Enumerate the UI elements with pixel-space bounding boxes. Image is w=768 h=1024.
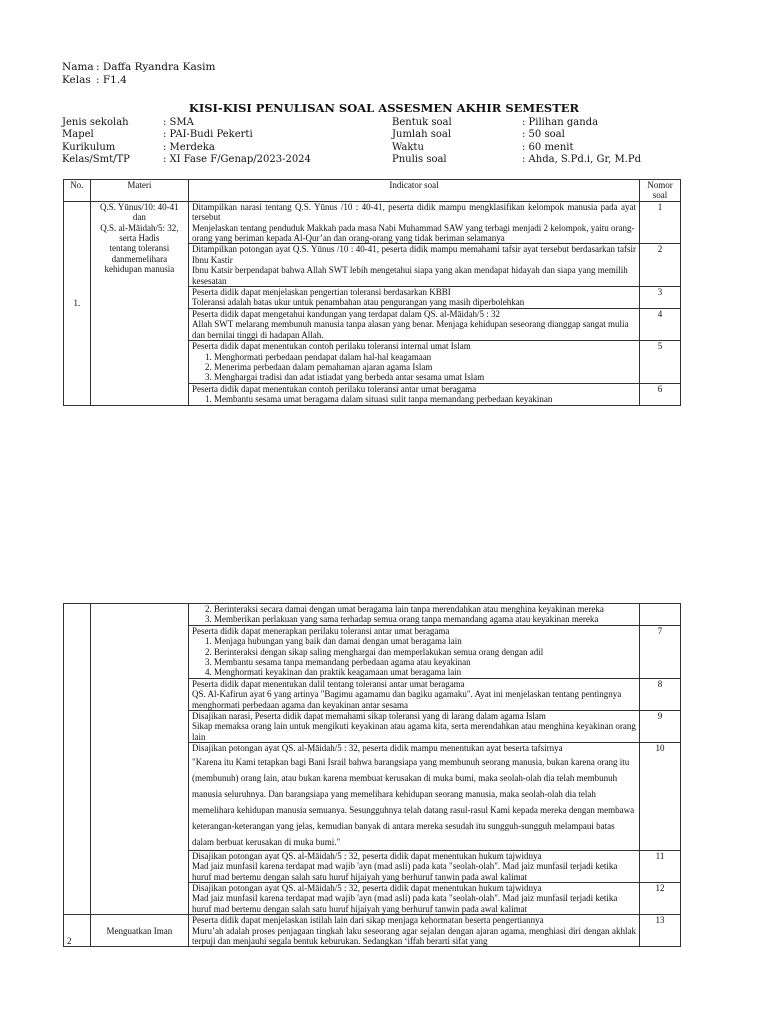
list-item: 1. Menjaga hubungan yang baik dan damai dengan umat beragama lain <box>214 636 636 646</box>
question-number: 12 <box>639 882 680 914</box>
question-number: 10 <box>639 743 680 850</box>
identity-block <box>62 61 215 87</box>
table-row <box>64 201 681 244</box>
meta-right <box>392 117 641 167</box>
meta-value: : Merdeka <box>163 141 215 153</box>
indicator-cell <box>189 341 640 384</box>
question-number: 2 <box>639 244 680 287</box>
list-item: 1. Membantu sesama umat beragama dalam situasi sulit tanpa memandang perbedaan keyakinan <box>214 394 636 404</box>
quote-text: "Karena itu Kami tetapkan bagi Bani Israil bahwa barangsiapa yang membunuh seorang manusia, bukan karena orang itu (membunuh) orang lain, atau bukan karena membuat kerusakan di muka bumi, maka seolah-olah dia telah membunuh manusia seluruhnya. Dan barangsiapa yang memelihara kehidupan seorang manusia, maka seolah-olah dia telah memelihara kehidupan manusia semuanya. Sesungguhnya telah datang rasul-rasul Kami kepada mereka dengan membawa keterangan-keterangan yang jelas, kemudian banyak di antara mereka sesudah itu sungguh-sungguh melampaui batas dalam berbuat kerusakan di muka bumi." <box>192 756 635 847</box>
indicator-cell <box>189 604 640 626</box>
indicator-cell <box>189 850 640 882</box>
indicator-text: Peserta didik dapat mengetahui kandungan yang terdapat dalam QS. al-Māidah/5 : 32 <box>192 308 500 319</box>
indicator-cell <box>189 625 640 678</box>
meta-label: Mapel <box>62 129 94 141</box>
indicator-cell <box>189 308 640 340</box>
indicator-cell <box>189 678 640 710</box>
name-label: Nama <box>62 61 94 73</box>
indicator-text: Peserta didik dapat menentukan contoh perilaku toleransi antar umat beragama <box>192 383 477 394</box>
indicator-cell <box>189 383 640 405</box>
meta-label: Pnulis soal <box>392 154 447 166</box>
meta-value: : XI Fase F/Genap/2023-2024 <box>163 154 311 166</box>
indicator-cell <box>189 711 640 743</box>
list-item: 1. Menghormati perbedaan pendapat dalam hal-hal keagamaan <box>214 352 636 362</box>
indicator-text: Mad jaiz munfasil karena terdapat mad wajib 'ayn (mad asli) pada kata "seolah-olah". Mad jaiz munfasil terjadi ketika huruf mad bertemu dengan salah satu huruf hijaiyah yang berhuruf tanwin pada awal kalimat <box>192 861 618 882</box>
meta-value: : Pilihan ganda <box>522 117 599 128</box>
indicator-text: Ditampilkan potongan ayat Q.S. Yūnus /10 : 40-41, peserta didik mampu memahami tafsir ayat tersebut berdasarkan tafsir Ibnu Kastir <box>192 244 636 265</box>
indicator-text: Menjelaskan tentang penduduk Makkah pada masa Nabi Muhammad SAW yang terbagi menjadi 2 kelompok, yaitu orang-orang yang beriman kepada Al-Qur’an dan orang-orang yang tidak beriman selamanya <box>192 222 635 244</box>
example-list <box>192 352 636 383</box>
list-item: 3. Memberikan perlakuan yang sama terhadap semua orang tanpa memandang agama atau keyakinan mereka <box>214 614 636 624</box>
example-list <box>192 394 636 404</box>
list-item: 2. Berinteraksi dengan sikap saling menghargai dan memperlakukan semua orang dengan adil <box>214 647 636 657</box>
list-item: 4. Menghormati keyakinan dan praktik keagamaan umat beragama lain <box>214 667 636 677</box>
indicator-text: Disajikan potongan ayat QS. al-Māidah/5 : 32, peserta didik dapat menentukan hukum tajwidnya <box>192 882 542 893</box>
indicator-text: Peserta didik dapat menjelaskan istilah lain dari sikap menjaga kehormatan beserta pengertiannya <box>192 915 544 926</box>
table-row <box>64 915 681 947</box>
indicator-cell <box>189 743 640 850</box>
table-header-row <box>64 180 681 202</box>
table-row <box>64 604 681 626</box>
meta-value: : PAI-Budi Pekerti <box>163 129 253 141</box>
indicator-text: Mad jaiz munfasil karena terdapat mad wajib 'ayn (mad asli) pada kata "seolah-olah". Mad jaiz munfasil terjadi ketika huruf mad bertemu dengan salah satu huruf hijaiyah yang berhuruf tanwin pada awal kalimat <box>192 893 618 914</box>
indicator-text: Disajikan narasi, Peserta didik dapat memahami sikap toleransi yang di larang dalam agama Islam <box>192 711 546 722</box>
materi-line: Q.S. Yūnus/10: 40-41 <box>100 201 179 212</box>
meta-label: Waktu <box>392 141 424 153</box>
meta-label: Jenis sekolah <box>62 117 129 128</box>
list-item: 2. Berinteraksi secara damai dengan umat beragama lain tanpa merendahkan atau menghina keyakinan mereka <box>214 604 636 614</box>
meta-left <box>62 117 311 167</box>
indicator-cell <box>189 882 640 914</box>
indicator-text: Ibnu Katsir berpendapat bahwa Allah SWT lebih mengetahui siapa yang akan mendapat hidayah dan siapa yang memilih kesesatan <box>192 265 628 286</box>
question-number: 7 <box>639 625 680 678</box>
meta-label: Kelas/Smt/TP <box>62 154 130 166</box>
question-number: 3 <box>639 287 680 309</box>
example-list <box>192 636 636 678</box>
question-number: 9 <box>639 711 680 743</box>
list-item: 3. Menghargai tradisi dan adat istiadat yang berbeda antar sesama umat Islam <box>214 372 636 382</box>
materi-cell-empty <box>90 604 188 915</box>
list-item: 2. Menerima perbedaan dalam pemahaman ajaran agama Islam <box>214 362 636 372</box>
group-number: 1. <box>64 201 91 405</box>
indicator-text: QS. Al-Kafirun ayat 6 yang artinya "Bagimu agamamu dan bagiku agamaku". Ayat ini menjelaskan tentang pentingnya menghormati perbedaan agama dan keyakinan antar sesama <box>192 689 622 710</box>
meta-value: : 60 menit <box>522 141 574 153</box>
indicator-text: Sikap memaksa orang lain untuk mengikuti keyakinan atau agama kita, serta merendahkan atau menghina keyakinan orang lain <box>192 721 636 742</box>
indicator-text: Disajikan potongan ayat QS. al-Māidah/5 : 32, peserta didik mampu menentukan ayat beserta tafsirnya <box>192 743 563 754</box>
indicator-text: Peserta didik dapat menjelaskan pengertian toleransi berdasarkan KBBI <box>192 287 451 298</box>
question-number: 5 <box>639 341 680 384</box>
question-number: 1 <box>639 201 680 244</box>
indicator-text: Ditampilkan narasi tentang Q.S. Yūnus /10 : 40-41, peserta didik mampu mengklasifikan kelompok manusia pada ayat tersebut <box>192 201 636 223</box>
indicator-text: Peserta didik dapat menentukan contoh perilaku toleransi internal umat Islam <box>192 341 471 352</box>
group-number: 2 <box>64 915 91 947</box>
example-list <box>192 604 636 625</box>
indicator-text: Peserta didik dapat menerapkan perilaku toleransi antar umat beragama <box>192 625 450 636</box>
materi-cell: Menguatkan Iman <box>90 915 188 947</box>
meta-value: : Ahda, S.Pd.i, Gr, M.Pd <box>522 154 642 166</box>
indicator-text: Muru’ah adalah proses penjagaan tingkah laku seseorang agar sejalan dengan ajaran agama, menghiasi diri dengan akhlak terpuji dan menjauhi segala bentuk keburukan. Sedangkan ‘iffah berarti sifat yang <box>192 925 636 946</box>
materi-line: dan <box>132 212 146 223</box>
question-number-empty <box>639 604 680 626</box>
meta-value: : SMA <box>163 117 194 128</box>
materi-line: danmemelihara <box>111 253 168 264</box>
question-number: 4 <box>639 308 680 340</box>
indicator-text: Disajikan potongan ayat QS. al-Māidah/5 : 32, peserta didik dapat menentukan hukum tajwidnya <box>192 850 542 861</box>
name-value: : Daffa Ryandra Kasim <box>96 61 216 73</box>
indicator-text: Toleransi adalah batas ukur untuk penambahan atau pengurangan yang masih diperbolehkan <box>192 297 525 308</box>
indicator-cell <box>189 915 640 947</box>
class-label: Kelas <box>62 74 91 86</box>
grid-table-page1 <box>63 179 681 406</box>
document-title: KISI-KISI PENULISAN SOAL ASSESMEN AKHIR SEMESTER <box>188 101 580 115</box>
materi-cell <box>90 201 188 405</box>
materi-line: tentang toleransi <box>109 243 170 254</box>
header-no: No. <box>64 180 91 202</box>
header-nomor-line2: soal <box>652 190 668 201</box>
indicator-cell <box>189 287 640 309</box>
header-materi: Materi <box>90 180 188 202</box>
list-item: 3. Membantu sesama tanpa memandang perbedaan agama atau keyakinan <box>214 657 636 667</box>
class-value: : F1.4 <box>96 74 127 86</box>
meta-label: Kurikulum <box>62 141 116 153</box>
indicator-cell <box>189 244 640 287</box>
grid-table-page2 <box>63 603 681 947</box>
question-number: 11 <box>639 850 680 882</box>
question-number: 13 <box>639 915 680 947</box>
question-number: 6 <box>639 383 680 405</box>
meta-label: Bentuk soal <box>392 117 452 128</box>
indicator-text: Allah SWT melarang membunuh manusia tanpa alasan yang benar. Menjaga kehidupan seseorang dianggap sangat mulia dan bernilai tinggi di hadapan Allah. <box>192 319 629 340</box>
materi-line: Q.S. al-Māidah/5: 32, <box>100 222 179 233</box>
header-nomor <box>639 180 680 202</box>
meta-value: : 50 soal <box>522 129 565 141</box>
materi-line: kehidupan manusia <box>104 264 175 275</box>
header-nomor-line1: Nomor <box>647 180 673 190</box>
question-number: 8 <box>639 678 680 710</box>
indicator-cell <box>189 201 640 244</box>
materi-line: serta Hadis <box>119 233 160 244</box>
group-number-empty <box>64 604 91 915</box>
meta-label: Jumlah soal <box>392 129 452 141</box>
header-indicator: Indicator soal <box>189 180 640 202</box>
indicator-text: Peserta didik dapat menentukan dalil tentang toleransi antar umat beragama <box>192 678 465 689</box>
